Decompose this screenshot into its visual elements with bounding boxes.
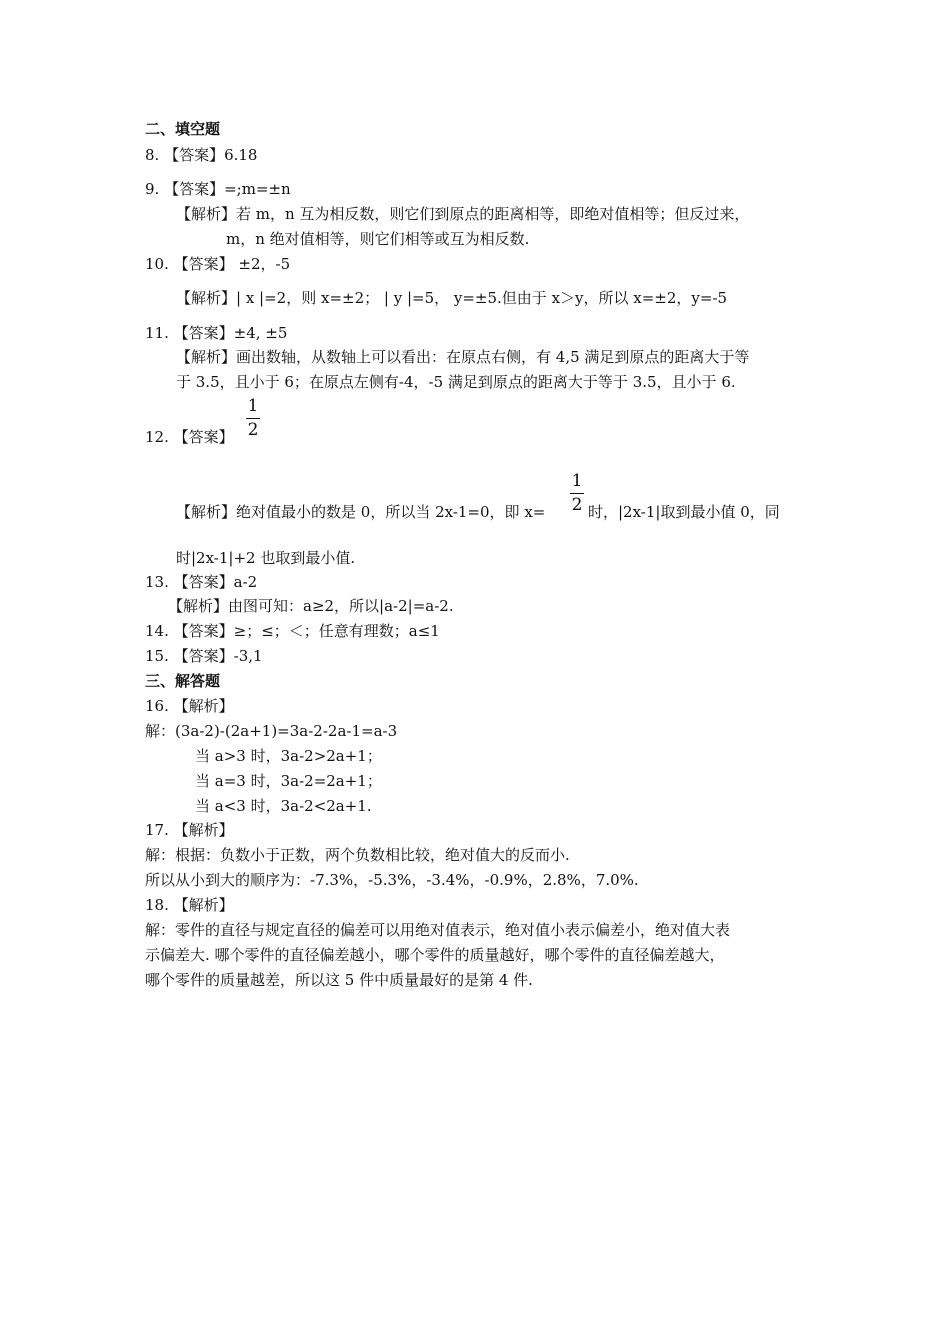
- fraction-numerator: 1: [571, 471, 583, 491]
- q18-line1: 解：零件的直径与规定直径的偏差可以用绝对值表示，绝对值小表示偏差小，绝对值大表: [145, 921, 731, 939]
- q14-answer: 14. 【答案】≥；≤；＜；任意有理数；a≤1: [145, 622, 440, 640]
- q11-answer: 11. 【答案】±4, ±5: [145, 324, 288, 342]
- q17-line1: 解：根据：负数小于正数，两个负数相比较，绝对值大的反而小.: [145, 846, 570, 864]
- q9-analysis-line2: m，n 绝对值相等，则它们相等或互为相反数.: [226, 230, 530, 248]
- solve-heading: 三、解答题: [145, 672, 221, 690]
- q11-analysis-line2: 于 3.5，且小于 6；在原点左侧有-4，-5 满足到原点的距离大于等于 3.5，且小于 6.: [176, 373, 736, 391]
- q10-answer: 10. 【答案】 ±2，-5: [145, 255, 291, 273]
- q16-line3: 当 a=3 时，3a-2=2a+1；: [195, 772, 382, 790]
- q9-answer: 9. 【答案】=;m=±n: [145, 180, 291, 198]
- q15-answer: 15. 【答案】-3,1: [145, 647, 263, 665]
- q11-analysis-line1: 【解析】画出数轴，从数轴上可以看出：在原点右侧，有 4,5 满足到原点的距离大于等: [176, 348, 750, 366]
- q16-line2: 当 a>3 时，3a-2>2a+1；: [195, 747, 382, 765]
- q16-head: 16. 【解析】: [145, 697, 234, 715]
- q12-analysis-fraction: [570, 471, 584, 515]
- q12-analysis-line2: 时|2x-1|+2 也取到最小值.: [176, 549, 356, 567]
- q18-head: 18. 【解析】: [145, 896, 234, 914]
- q13-analysis: 【解析】由图可知：a≥2，所以|a-2|=a-2.: [168, 597, 454, 615]
- fraction-denominator: 2: [247, 420, 259, 440]
- q18-line3: 哪个零件的质量越差，所以这 5 件中质量最好的是第 4 件.: [145, 971, 533, 989]
- fraction-bar: [570, 493, 584, 494]
- q16-line4: 当 a<3 时，3a-2<2a+1.: [195, 797, 372, 815]
- q16-line1: 解：(3a-2)-(2a+1)=3a-2-2a-1=a-3: [145, 722, 398, 740]
- q8-answer: 8. 【答案】6.18: [145, 146, 258, 164]
- fraction-numerator: 1: [247, 396, 259, 416]
- q12-answer: 12. 【答案】: [145, 428, 234, 446]
- q9-analysis-line1: 【解析】若 m，n 互为相反数，则它们到原点的距离相等，即绝对值相等；但反过来，: [176, 205, 750, 223]
- q12-answer-fraction: [246, 396, 260, 440]
- fill-blank-heading: 二、填空题: [145, 120, 221, 138]
- q13-answer: 13. 【答案】a-2: [145, 573, 258, 591]
- q12-analysis-part2: 时，|2x-1|取到最小值 0，同: [588, 503, 780, 521]
- fraction-denominator: 2: [571, 495, 583, 515]
- q17-head: 17. 【解析】: [145, 821, 234, 839]
- q18-line2: 示偏差大. 哪个零件的直径偏差越小，哪个零件的质量越好，哪个零件的直径偏差越大，: [145, 946, 725, 964]
- q17-line2: 所以从小到大的顺序为：-7.3%，-5.3%，-3.4%，-0.9%，2.8%，7.0%.: [145, 871, 639, 889]
- fraction-bar: [246, 418, 260, 419]
- q12-analysis-part1: 【解析】绝对值最小的数是 0，所以当 2x-1=0，即 x=: [176, 503, 546, 521]
- q10-analysis: 【解析】| x |=2，则 x=±2； | y |=5， y=±5.但由于 x＞y，所以 x=±2，y=-5: [176, 289, 728, 307]
